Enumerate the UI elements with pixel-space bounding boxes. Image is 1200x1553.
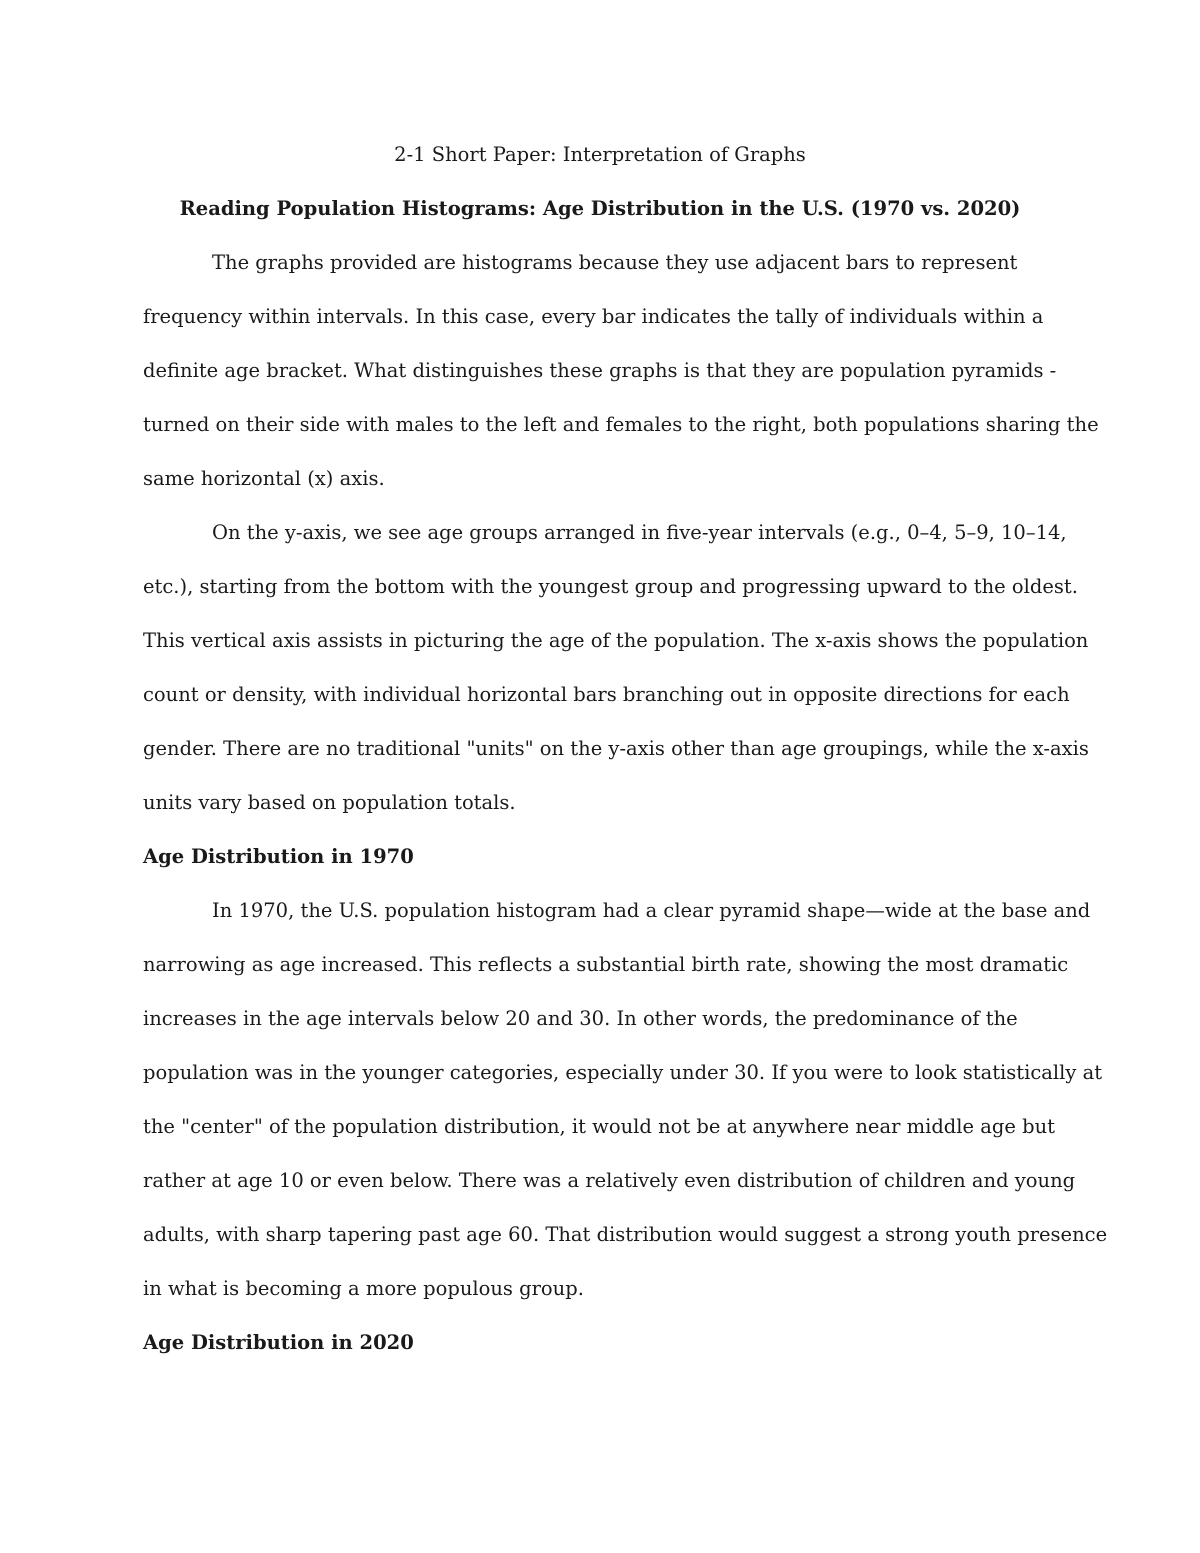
- paper-subtitle: Reading Population Histograms: Age Distribution in the U.S. (1970 vs. 2020): [179, 197, 1021, 220]
- paragraph-line: population was in the younger categories, especially under 30. If you were to look statistically at: [143, 1061, 1103, 1084]
- paragraph-line: units vary based on population totals.: [143, 791, 516, 814]
- paragraph-line: turned on their side with males to the left and females to the right, both populations sharing the: [143, 413, 1099, 436]
- paragraph-axes: [143, 506, 1089, 830]
- paragraph-line: adults, with sharp tapering past age 60. That distribution would suggest a strong youth presence: [143, 1223, 1108, 1246]
- paragraph-histograms: [143, 236, 1099, 506]
- paragraph-line: narrowing as age increased. This reflects a substantial birth rate, showing the most dramatic: [143, 953, 1069, 976]
- paragraph-line: etc.), starting from the bottom with the youngest group and progressing upward to the oldest.: [143, 575, 1078, 598]
- document-body: [143, 128, 1108, 1370]
- paragraph-line: in what is becoming a more populous group.: [143, 1277, 584, 1300]
- paragraph-line: On the y-axis, we see age groups arranged in five-year intervals (e.g., 0–4, 5–9, 10–14,: [212, 521, 1067, 544]
- section-heading-1970: Age Distribution in 1970: [143, 845, 414, 868]
- paragraph-line: rather at age 10 or even below. There was a relatively even distribution of children and young: [143, 1169, 1076, 1192]
- paragraph-line: This vertical axis assists in picturing the age of the population. The x-axis shows the population: [143, 629, 1089, 652]
- paragraph-line: In 1970, the U.S. population histogram had a clear pyramid shape—wide at the base and: [212, 899, 1091, 922]
- paragraph-line: increases in the age intervals below 20 and 30. In other words, the predominance of the: [143, 1007, 1018, 1030]
- paragraph-line: frequency within intervals. In this case, every bar indicates the tally of individuals within a: [143, 305, 1044, 328]
- paragraph-1970: [143, 884, 1108, 1316]
- paragraph-line: definite age bracket. What distinguishes these graphs is that they are population pyramids -: [143, 359, 1057, 382]
- paragraph-line: count or density, with individual horizontal bars branching out in opposite directions for each: [143, 683, 1070, 706]
- paragraph-line: gender. There are no traditional "units" on the y-axis other than age groupings, while the x-axis: [143, 737, 1089, 760]
- section-heading-2020: Age Distribution in 2020: [143, 1331, 414, 1354]
- paper-title: 2-1 Short Paper: Interpretation of Graphs: [394, 143, 806, 166]
- paragraph-line: The graphs provided are histograms because they use adjacent bars to represent: [212, 251, 1018, 274]
- paragraph-line: same horizontal (x) axis.: [143, 467, 385, 490]
- paragraph-line: the "center" of the population distribution, it would not be at anywhere near middle age but: [143, 1115, 1055, 1138]
